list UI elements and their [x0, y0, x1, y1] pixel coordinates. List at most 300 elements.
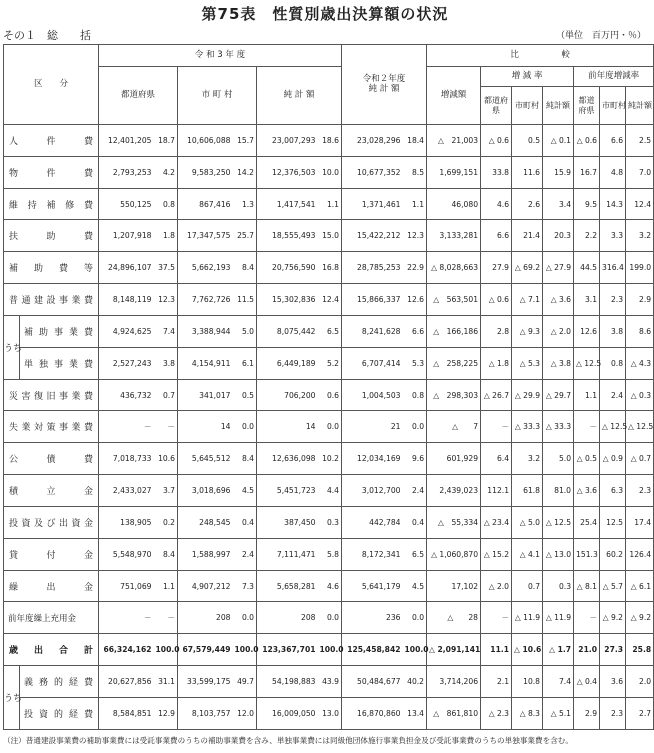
table-row — [4, 125, 654, 157]
table-cell: 15,866,337 — [342, 284, 403, 316]
table-cell: 4.2 — [154, 156, 178, 188]
table-cell: 13.4 — [403, 697, 427, 729]
table-cell: 5.0 — [543, 443, 574, 475]
table-cell: 50,484,677 — [342, 666, 403, 698]
row-label: 扶助費 — [4, 220, 99, 252]
table-cell: 17.4 — [626, 506, 654, 538]
table-cell: 1,371,461 — [342, 188, 403, 220]
table-cell: 2,793,253 — [99, 156, 154, 188]
table-cell: 2,439,023 — [427, 475, 481, 507]
table-cell: － — [481, 602, 512, 634]
table-cell: △ 7.1 — [512, 284, 543, 316]
table-cell: 16.7 — [574, 156, 600, 188]
table-cell: △ 15.2 — [481, 538, 512, 570]
table-cell: △ 21,003 — [427, 125, 481, 157]
table-cell: 18.6 — [318, 125, 342, 157]
table-cell: 7,018,733 — [99, 443, 154, 475]
table-cell: △ 5.7 — [600, 570, 626, 602]
table-cell: 11.5 — [233, 284, 257, 316]
table-cell: 3.2 — [626, 220, 654, 252]
table-cell: 100.0 — [154, 634, 178, 666]
table-cell: △ 28 — [427, 602, 481, 634]
table-cell: 706,200 — [257, 379, 318, 411]
table-cell: △ 11.9 — [543, 602, 574, 634]
table-cell: 100.0 — [318, 634, 342, 666]
table-cell: － — [154, 602, 178, 634]
table-cell: 14 — [257, 411, 318, 443]
table-cell: 0.8 — [600, 347, 626, 379]
table-row — [4, 252, 654, 284]
table-cell: 6.3 — [600, 475, 626, 507]
table-cell: 5,662,193 — [178, 252, 233, 284]
table-cell: 8.4 — [233, 252, 257, 284]
table-cell: △ 258,225 — [427, 347, 481, 379]
table-cell: 25.4 — [574, 506, 600, 538]
table-cell: △ 69.2 — [512, 252, 543, 284]
expenditure-table — [3, 44, 654, 730]
table-cell: 6.4 — [481, 443, 512, 475]
table-cell: 7.4 — [154, 315, 178, 347]
table-cell: △ 23.4 — [481, 506, 512, 538]
table-cell: 4.5 — [403, 570, 427, 602]
table-cell: 2.9 — [626, 284, 654, 316]
table-cell: 5,658,281 — [257, 570, 318, 602]
page-title: 第75表 性質別歳出決算額の状況 — [201, 5, 449, 23]
table-cell: 1.1 — [403, 188, 427, 220]
row-label: 補助事業費 — [20, 315, 99, 347]
table-cell: 15.7 — [233, 125, 257, 157]
table-cell: 12.3 — [403, 220, 427, 252]
table-cell: △ 0.7 — [626, 443, 654, 475]
table-cell: 8,172,341 — [342, 538, 403, 570]
table-cell: △ 861,810 — [427, 697, 481, 729]
table-cell: 0.0 — [233, 411, 257, 443]
table-cell: 4,907,212 — [178, 570, 233, 602]
header-prev-pref: 都道府県 — [574, 87, 600, 125]
header-net-total: 純 計 額 — [257, 67, 342, 125]
table-cell: 1.3 — [233, 188, 257, 220]
table-cell: 5.0 — [233, 315, 257, 347]
table-cell: 81.0 — [543, 475, 574, 507]
table-cell: 3.6 — [600, 666, 626, 698]
table-cell: 0.0 — [233, 602, 257, 634]
table-cell: 248,545 — [178, 506, 233, 538]
table-cell: 3.8 — [154, 347, 178, 379]
table-cell: 0.0 — [318, 602, 342, 634]
table-cell: 18,555,493 — [257, 220, 318, 252]
table-cell: 2.3 — [600, 697, 626, 729]
row-label: 人件費 — [4, 125, 99, 157]
row-label: 普通建設事業費 — [4, 284, 99, 316]
table-cell: 436,732 — [99, 379, 154, 411]
table-cell: 67,579,449 — [178, 634, 233, 666]
table-cell: 2.6 — [512, 188, 543, 220]
table-cell: 2.4 — [403, 475, 427, 507]
table-row — [4, 188, 654, 220]
header-reiwa2 — [342, 45, 427, 125]
table-cell: 11.6 — [512, 156, 543, 188]
table-row — [4, 602, 654, 634]
row-label: 積立金 — [4, 475, 99, 507]
table-cell: 0.4 — [403, 506, 427, 538]
table-cell: 3.8 — [600, 315, 626, 347]
row-label: 歳出合計 — [4, 634, 99, 666]
table-cell: 61.8 — [512, 475, 543, 507]
table-cell: 12.5 — [600, 506, 626, 538]
table-cell: 100.0 — [403, 634, 427, 666]
footnote: （注）普通建設事業費の補助事業費には受託事業費のうちの補助事業費を含み、単独事業費には同級他団体施行事業負担金及び受託事業費のうちの単独事業費を含む。 — [3, 736, 573, 745]
row-label: 失業対策事業費 — [4, 411, 99, 443]
header-reiwa3: 令 和 3 年 度 — [99, 45, 342, 67]
table-cell: 6,449,189 — [257, 347, 318, 379]
table-cell: 37.5 — [154, 252, 178, 284]
table-cell: 8,241,628 — [342, 315, 403, 347]
table-cell: 22.9 — [403, 252, 427, 284]
table-cell: 8.6 — [626, 315, 654, 347]
header-prev-net: 純計額 — [626, 87, 654, 125]
table-cell: 7.4 — [543, 666, 574, 698]
table-cell: 442,784 — [342, 506, 403, 538]
table-cell: 10.8 — [512, 666, 543, 698]
table-row — [4, 156, 654, 188]
table-cell: － — [99, 411, 154, 443]
row-label: 投資及び出資金 — [4, 506, 99, 538]
table-cell: △ 26.7 — [481, 379, 512, 411]
table-row — [4, 697, 654, 729]
table-cell: 151.3 — [574, 538, 600, 570]
table-cell: △ 3.6 — [574, 475, 600, 507]
table-cell: 0.5 — [233, 379, 257, 411]
table-row — [4, 411, 654, 443]
table-cell: 6.6 — [403, 315, 427, 347]
table-cell: 14.3 — [600, 188, 626, 220]
table-cell: 5,645,512 — [178, 443, 233, 475]
table-cell: 12.3 — [154, 284, 178, 316]
table-cell: △ 12.5 — [543, 506, 574, 538]
table-cell: 2.7 — [626, 697, 654, 729]
table-cell: 751,069 — [99, 570, 154, 602]
section-subtitle: その１ 総 括 — [3, 29, 91, 42]
table-cell: － — [481, 411, 512, 443]
table-cell: 7.3 — [233, 570, 257, 602]
table-cell: 0.4 — [233, 506, 257, 538]
row-label: 義務的経費 — [20, 666, 99, 698]
table-cell: △ 6.1 — [626, 570, 654, 602]
table-row — [4, 284, 654, 316]
table-cell: － — [154, 411, 178, 443]
header-rate-net: 純計額 — [543, 87, 574, 125]
table-cell: △ 2,091,141 — [427, 634, 481, 666]
table-row — [4, 347, 654, 379]
table-cell: 21.0 — [574, 634, 600, 666]
table-cell: 2,527,243 — [99, 347, 154, 379]
table-cell: 5,451,723 — [257, 475, 318, 507]
table-cell: △ 0.3 — [626, 379, 654, 411]
table-cell: 10,606,088 — [178, 125, 233, 157]
table-cell: 3,018,696 — [178, 475, 233, 507]
table-cell: 27.3 — [600, 634, 626, 666]
table-cell: △ 55,334 — [427, 506, 481, 538]
row-label: 前年度繰上充用金 — [4, 602, 99, 634]
table-cell: 1,004,503 — [342, 379, 403, 411]
table-cell: 387,450 — [257, 506, 318, 538]
table-cell: 12.9 — [154, 697, 178, 729]
table-cell: △ 9.3 — [512, 315, 543, 347]
table-cell: △ 1.8 — [481, 347, 512, 379]
table-cell: 0.0 — [318, 411, 342, 443]
table-row — [4, 506, 654, 538]
table-cell: 3.3 — [600, 220, 626, 252]
table-cell: 126.4 — [626, 538, 654, 570]
table-cell: 12.6 — [403, 284, 427, 316]
table-cell: 28,785,253 — [342, 252, 403, 284]
header-reiwa2-net: 純 計 額 — [368, 83, 400, 94]
table-cell: 0.6 — [318, 379, 342, 411]
table-row — [4, 220, 654, 252]
table-cell: － — [574, 411, 600, 443]
table-cell: 33,599,175 — [178, 666, 233, 698]
table-cell: 46,080 — [427, 188, 481, 220]
table-cell: 125,458,842 — [342, 634, 403, 666]
table-cell: 3,388,944 — [178, 315, 233, 347]
table-cell: 0.5 — [512, 125, 543, 157]
header-municipal: 市 町 村 — [178, 67, 257, 125]
row-label: 物件費 — [4, 156, 99, 188]
table-cell: 341,017 — [178, 379, 233, 411]
table-cell: 25.8 — [626, 634, 654, 666]
table-cell: 0.8 — [403, 379, 427, 411]
table-cell: 33.8 — [481, 156, 512, 188]
table-cell: 3.7 — [154, 475, 178, 507]
table-cell: △ 33.3 — [512, 411, 543, 443]
table-cell: △ 0.6 — [481, 125, 512, 157]
table-cell: 18.7 — [154, 125, 178, 157]
row-label: 貸付金 — [4, 538, 99, 570]
table-cell: 15.0 — [318, 220, 342, 252]
table-cell: 14.2 — [233, 156, 257, 188]
table-row — [4, 634, 654, 666]
table-cell: △ 29.9 — [512, 379, 543, 411]
table-cell: 21.4 — [512, 220, 543, 252]
row-label: 投資的経費 — [20, 697, 99, 729]
table-cell: 1.1 — [318, 188, 342, 220]
table-cell: 7.0 — [626, 156, 654, 188]
table-cell: △ 4.3 — [626, 347, 654, 379]
table-cell: 6.5 — [403, 538, 427, 570]
table-row — [4, 315, 654, 347]
table-cell: 14 — [178, 411, 233, 443]
table-row — [4, 379, 654, 411]
table-cell: 8.5 — [403, 156, 427, 188]
table-cell: △ 0.6 — [574, 125, 600, 157]
table-cell: 15,422,212 — [342, 220, 403, 252]
table-cell: △ 9.2 — [600, 602, 626, 634]
table-row — [4, 443, 654, 475]
table-cell: △ 7 — [427, 411, 481, 443]
header-prefecture: 都道府県 — [99, 67, 178, 125]
table-cell: 4,154,911 — [178, 347, 233, 379]
table-cell: △ 0.1 — [543, 125, 574, 157]
table-cell: 0.0 — [403, 411, 427, 443]
table-cell: 550,125 — [99, 188, 154, 220]
table-cell: △ 2.0 — [481, 570, 512, 602]
table-cell: 27.9 — [481, 252, 512, 284]
table-cell: 4.6 — [481, 188, 512, 220]
table-cell: 2.3 — [626, 475, 654, 507]
table-cell: 1.8 — [154, 220, 178, 252]
table-cell: △ 12.5 — [574, 347, 600, 379]
table-cell: 138,905 — [99, 506, 154, 538]
table-cell: 1.1 — [154, 570, 178, 602]
table-cell: － — [99, 602, 154, 634]
table-cell: △ 0.5 — [574, 443, 600, 475]
table-cell: △ 1.7 — [543, 634, 574, 666]
table-cell: 2.4 — [600, 379, 626, 411]
row-label: 維持補修費 — [4, 188, 99, 220]
table-cell: 0.2 — [154, 506, 178, 538]
table-cell: 601,929 — [427, 443, 481, 475]
table-cell: △ 9.2 — [626, 602, 654, 634]
table-cell: △ 12.5 — [600, 411, 626, 443]
table-cell: 3,714,206 — [427, 666, 481, 698]
table-cell: 6.6 — [481, 220, 512, 252]
table-cell: 8,584,851 — [99, 697, 154, 729]
table-cell: △ 5.0 — [512, 506, 543, 538]
table-cell: 21 — [342, 411, 403, 443]
table-cell: 3.1 — [574, 284, 600, 316]
table-cell: 4.4 — [318, 475, 342, 507]
table-cell: 6.6 — [600, 125, 626, 157]
row-label: 災害復旧事業費 — [4, 379, 99, 411]
table-cell: 236 — [342, 602, 403, 634]
row-label: 公債費 — [4, 443, 99, 475]
table-cell: 10.0 — [318, 156, 342, 188]
table-body — [4, 125, 654, 730]
table-cell: △ 13.0 — [543, 538, 574, 570]
table-cell: 24,896,107 — [99, 252, 154, 284]
table-row — [4, 538, 654, 570]
header-rate-pref: 都道府県 — [481, 87, 512, 125]
table-cell: 1,588,997 — [178, 538, 233, 570]
table-cell: 12,376,503 — [257, 156, 318, 188]
table-cell: 11.1 — [481, 634, 512, 666]
table-cell: 4,924,625 — [99, 315, 154, 347]
table-cell: 23,028,296 — [342, 125, 403, 157]
table-cell: 10.6 — [154, 443, 178, 475]
table-cell: 23,007,293 — [257, 125, 318, 157]
table-cell: 20.3 — [543, 220, 574, 252]
table-cell: △ 33.3 — [543, 411, 574, 443]
table-cell: 12,401,205 — [99, 125, 154, 157]
table-cell: 100.0 — [233, 634, 257, 666]
table-cell: 2.9 — [574, 697, 600, 729]
table-cell: 6,707,414 — [342, 347, 403, 379]
table-cell: △ 298,303 — [427, 379, 481, 411]
header-prev-change-rate: 前年度増減率 — [574, 67, 654, 87]
table-cell: △ 0.4 — [574, 666, 600, 698]
table-cell: 4.5 — [233, 475, 257, 507]
table-cell: 8,075,442 — [257, 315, 318, 347]
table-cell: 16.8 — [318, 252, 342, 284]
table-cell: 867,416 — [178, 188, 233, 220]
table-cell: 0.7 — [154, 379, 178, 411]
table-row — [4, 570, 654, 602]
table-cell: 44.5 — [574, 252, 600, 284]
table-cell: △ 5.1 — [543, 697, 574, 729]
table-cell: 20,756,590 — [257, 252, 318, 284]
table-cell: 0.7 — [512, 570, 543, 602]
table-cell: 12.4 — [318, 284, 342, 316]
table-cell: 5.8 — [318, 538, 342, 570]
table-cell: 2.2 — [574, 220, 600, 252]
table-cell: 2.1 — [481, 666, 512, 698]
table-cell: △ 29.7 — [543, 379, 574, 411]
table-cell: 4.8 — [600, 156, 626, 188]
table-cell: 2.3 — [600, 284, 626, 316]
table-cell: △ 3.6 — [543, 284, 574, 316]
table-cell: 199.0 — [626, 252, 654, 284]
table-cell: 60.2 — [600, 538, 626, 570]
table-cell: △ 4.1 — [512, 538, 543, 570]
header-reiwa2-year: 令和２年度 — [362, 73, 406, 84]
table-cell: － — [574, 602, 600, 634]
table-cell: △ 5.3 — [512, 347, 543, 379]
table-cell: 9.5 — [574, 188, 600, 220]
table-cell: 49.7 — [233, 666, 257, 698]
table-row — [4, 475, 654, 507]
table-cell: 18.4 — [403, 125, 427, 157]
table-row — [4, 666, 654, 698]
table-cell: 25.7 — [233, 220, 257, 252]
table-cell: 0.3 — [318, 506, 342, 538]
table-cell: 9,583,250 — [178, 156, 233, 188]
header-rate-muni: 市町村 — [512, 87, 543, 125]
table-cell: 3.2 — [512, 443, 543, 475]
table-cell: △ 0.9 — [600, 443, 626, 475]
table-cell: 2.4 — [233, 538, 257, 570]
table-cell: 5,641,179 — [342, 570, 403, 602]
table-cell: 3,012,700 — [342, 475, 403, 507]
table-cell: △ 2.0 — [543, 315, 574, 347]
table-cell: 7,111,471 — [257, 538, 318, 570]
table-cell: 10,677,352 — [342, 156, 403, 188]
unit-label: （単位 百万円・％） — [555, 31, 646, 41]
table-cell: 1,207,918 — [99, 220, 154, 252]
table-cell: 5.2 — [318, 347, 342, 379]
table-cell: 12,636,098 — [257, 443, 318, 475]
table-cell: 112.1 — [481, 475, 512, 507]
table-cell: 12.6 — [574, 315, 600, 347]
table-cell: △ 563,501 — [427, 284, 481, 316]
table-cell: 0.8 — [154, 188, 178, 220]
table-cell: 1.1 — [574, 379, 600, 411]
table-cell: 17,102 — [427, 570, 481, 602]
table-cell: △ 27.9 — [543, 252, 574, 284]
table-cell: 15,302,836 — [257, 284, 318, 316]
table-cell: △ 8,028,663 — [427, 252, 481, 284]
table-cell: 17,347,575 — [178, 220, 233, 252]
header-change-rate: 増 減 率 — [481, 67, 574, 87]
table-cell: △ 10.6 — [512, 634, 543, 666]
table-cell: 123,367,701 — [257, 634, 318, 666]
table-cell: 0.0 — [403, 602, 427, 634]
table-cell: 6.1 — [233, 347, 257, 379]
table-cell: 2.8 — [481, 315, 512, 347]
table-cell: 66,324,162 — [99, 634, 154, 666]
table-cell: 12.0 — [233, 697, 257, 729]
table-cell: 16,009,050 — [257, 697, 318, 729]
table-cell: 40.2 — [403, 666, 427, 698]
